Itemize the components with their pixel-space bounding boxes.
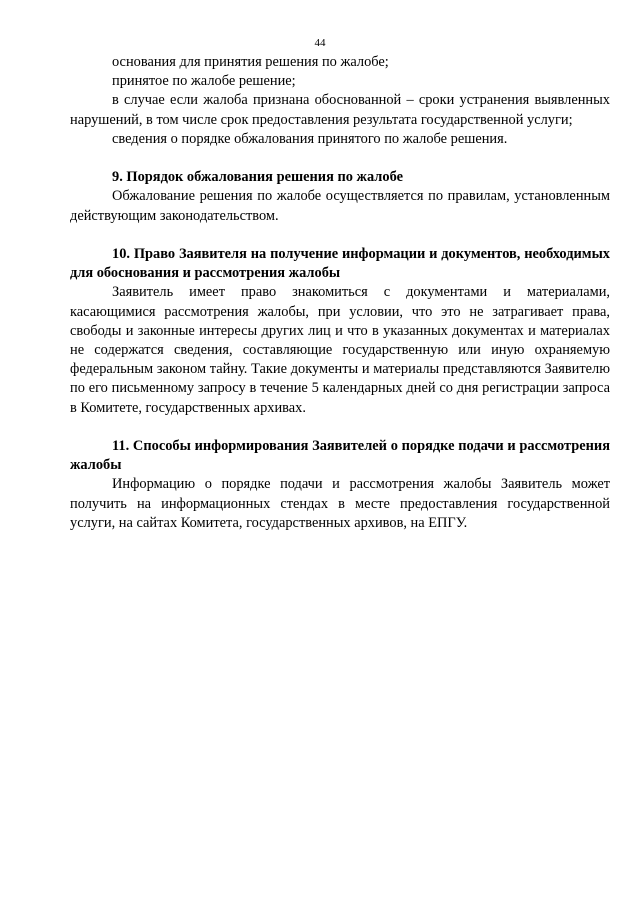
section-11-paragraph: Информацию о порядке подачи и рассмотрения жалобы Заявитель может получить на информационных стендах в месте предоставления государственной услуги, на сайтах Комитета, государственных архивов, на ЕПГУ.: [70, 476, 610, 531]
section-spacer: [70, 226, 610, 245]
section-9-heading: 9. Порядок обжалования решения по жалобе: [112, 169, 403, 186]
paragraph-complaint-grounds: основания для принятия решения по жалобе;: [112, 54, 389, 70]
section-9-paragraph: Обжалование решения по жалобе осуществляется по правилам, установленным действующим законодательством.: [70, 188, 610, 224]
paragraph-appeal-info: сведения о порядке обжалования принятого по жалобе решения.: [112, 130, 508, 147]
section-spacer: [70, 149, 610, 168]
page-number: 44: [314, 37, 326, 49]
document-body: [70, 53, 610, 533]
paragraph-decision: принятое по жалобе решение;: [112, 73, 296, 90]
section-spacer: [70, 418, 610, 437]
section-10-heading: 10. Право Заявителя на получение информации и документов, необходимых для обоснования и рассмотрения жалобы: [70, 246, 610, 282]
paragraph-remedy-terms: в случае если жалоба признана обоснованной – сроки устранения выявленных нарушений, в том числе срок предоставления результата государственной услуги;: [70, 92, 610, 128]
section-10-paragraph: Заявитель имеет право знакомиться с документами и материалами, касающимися рассмотрения жалобы, при условии, что это не затрагивает права, свободы и законные интересы других лиц и что в указанных документах и материалах не содержатся сведения, составляющие государственную или иную охраняемую федеральным законом тайну. Такие документы и материалы представляются Заявителю по его письменному запросу в течение 5 календарных дней со дня регистрации запроса в Комитете, государственных архивах.: [70, 284, 610, 416]
section-11-heading: 11. Способы информирования Заявителей о порядке подачи и рассмотрения жалобы: [70, 438, 610, 474]
